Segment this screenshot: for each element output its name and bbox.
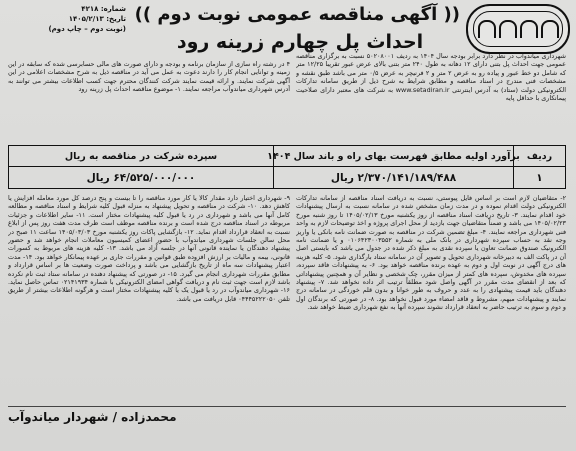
table-header-estimate: برآورد اولیه مطابق فهرست بهای راه و باند سال ۱۴۰۴	[273, 146, 513, 167]
ad-title: (( آگهی مناقصه عمومی نوبت دوم ))	[134, 4, 460, 25]
table-header-radif: ردیف	[513, 146, 565, 167]
terms-column-right: ۲- متقاضیان لازم است بر اساس فایل پیوستی، نسبت به دریافت اسناد مناقصه از سامانه تدارکات الکترونیکی دولت اقدام نموده و در مدت زمان مشخص شده در سامانه نسبت به ارسال پیشنهادات خود اقدام نمایند. ۳- تاریخ دریافت اسناد مناقصه از روز یکشنبه مورخ ۱۴۰۵/۰۲/۱۳ تا روز شنبه مورخ ۱۴۰۵/۰۲/۲۳ می باشد و ضمناً متقاضیان جهت بازدید از محل اجرای پروژه و اخذ توضیحات لازم به واحد فنی شهرداری مراجعه نمایند. ۴- مبلغ تضمین شرکت در مناقصه به صورت ضمانت نامه بانکی یا واریز وجه نقد به حساب سپرده شهرداری در بانک ملی به شماره ۰۱۰۶۴۲۳۰۰۳۵۵۲ و یا ضمانت نامه الکترونیک صندوق ضمانت تعاون یا سپرده نقدی به مبلغ ذکر شده در جدول می باشد که بایستی اصل آن در پاکت الف به دبیرخانه شهرداری تحویل و تصویر آن در سامانه ستاد بارگذاری شود. ۵- کلیه هزینه های درج آگهی در نوبت اول و دوم به عهده برنده مناقصه خواهد بود. ۶- به پیشنهادات فاقد سپرده، سپرده های مخدوش، سپرده های کمتر از میزان مقرر، چک شخصی و نظایر آن و همچنین پیشنهاداتی که بعد از انقضای مدت مقرر در آگهی واصل شود مطلقاً ترتیب اثر داده نخواهد شد. ۷- پیشنهاد دهندگان باید قیمت پیشنهادی را به عدد و حروف به طور خوانا و بدون قلم خوردگی در سامانه درج نمایند و پیشنهادات مبهم، مشروط و فاقد امضاء مورد قبول نخواهد بود. ۸- در صورتی که برندگان اول و دوم و سوم به ترتیب حاضر به انعقاد قرارداد نشوند سپرده آنها به نفع شهرداری ضبط خواهد شد.	[296, 194, 566, 312]
intro-paragraph-right: شهرداری میاندوآب در نظر دارد برابر بودجه سال ۱۴۰۴ به ردیف ۵۰۲۰۸۰۰۱ نسبت به برگزاری مناقصه عمومی جهت احداث پل بتنی دارای ۱۲ دهانه به طول ۲۴۰ متر بتنی بالای عرض عبور تقریبا ۱۲/۲۵ متر که شامل دو خط عبور و پیاده رو به عرض ۲ متر و ۲ فرنیچر به عرض ۰/۵ متر می باشد طبق نقشه و مشخصات فنی مندرج در اسناد مناقصه و مطابق شرایط به شرح ذیل از طریق سامانه تدارکات الکترونیکی دولت (ستاد) به آدرس اینترنتی www.setadiran.ir به شرکت های معتبر دارای صلاحیت پیمانکاری با حداقل پایه	[296, 52, 566, 103]
ad-reference-info	[8, 4, 126, 34]
intro-paragraph-left: ۴ در رشته راه سازی از سازمان برنامه و بودجه و دارای صورت های مالی حسابرسی شده که سابقه در این زمینه و توانایی انجام کار را دارند دعوت به عمل می آید در مناقصه ذیل به شرح مشخصات اعلامی در این آگهی شرکت نمایند. و ارائه قیمت نمایند شرکت کنندگان محترم جهت کسب اطلاعات بیشتر می توانند به آدرس شهرداری میاندوآب مراجعه نمایند. ۱- موضوع مناقصه احداث پل زرینه رود	[8, 60, 290, 94]
ad-round: (نوبت دوم – چاپ دوم)	[48, 25, 126, 33]
terms-column-left: ۹- شهرداری اختیار دارد مقدار کالا یا کار مورد مناقصه را تا بیست و پنج درصد کل مورد معامله افزایش یا کاهش دهد. ۱۰- شرکت در مناقصه و تحویل پیشنهاد به منزله قبول کلیه شرایط و اسناد مناقصه و مطالعه کامل آنها می باشد و شهرداری در رد یا قبول کلیه پیشنهادات مختار است. ۱۱- سایر اطلاعات و جزئیات مربوطه در اسناد مناقصه درج شده است و برنده مناقصه موظف است ظرف مدت هفت روز پس از ابلاغ نسبت به انعقاد قرارداد اقدام نماید. ۱۲- بازگشایی پاکات روز یکشنبه مورخ ۱۴۰۵/۰۳/۰۳ ساعت ۱۱ صبح در محل سالن جلسات شهرداری میاندوآب با حضور اعضای کمیسیون معاملات انجام خواهد شد و حضور پیشنهاد دهندگان یا نماینده قانونی آنها در جلسه آزاد می باشد. ۱۳- کلیه هزینه های مربوط به کسورات قانونی، بیمه و مالیات بر ارزش افزوده طبق قوانین و مقررات جاری بر عهده پیمانکار خواهد بود. ۱۴- مدت اعتبار پیشنهادات سه ماه از تاریخ بازگشایی می باشد و پرداخت صورت وضعیت ها بر اساس قرارداد و مطابق مقررات شهرداری انجام می گیرد. ۱۵- در صورتی که پیشنهاد دهنده در سامانه ستاد ثبت نام نکرده باشد لازم است جهت ثبت نام و دریافت گواهی امضای الکترونیکی با شماره ۰۲۱۴۱۹۳۴ تماس حاصل نماید. ۱۶- شهرداری میاندوآب در رد یا قبول یک یا کلیه پیشنهادات مختار است و هرگونه اطلاعات بیشتر از طریق تلفن ۰۴۴۴۵۲۲۲۰۵۰ قابل دریافت می باشد.	[8, 194, 290, 303]
signature: محمدزاده / شهردار میاندوآب	[8, 410, 177, 424]
ad-subtitle: احداث پل چهارم زرینه رود	[176, 31, 424, 53]
ad-number: شماره: ۴۲۱۸	[81, 5, 126, 13]
table-header-deposit: سپرده شرکت در مناقصه به ریال	[9, 146, 273, 167]
tender-table	[8, 145, 566, 189]
table-cell-radif: ۱	[513, 167, 565, 188]
ad-date: تاریخ: ۱۴۰۵/۲/۱۳	[68, 15, 126, 23]
footer-divider	[8, 406, 566, 407]
municipality-logo-icon	[466, 4, 570, 54]
table-cell-deposit: ۶۴/۵۲۵/۰۰۰/۰۰۰ ریال	[86, 171, 196, 184]
table-cell-estimate: ۲/۳۷۰/۱۴۱/۱۸۹/۴۸۸ ریال	[273, 167, 513, 188]
